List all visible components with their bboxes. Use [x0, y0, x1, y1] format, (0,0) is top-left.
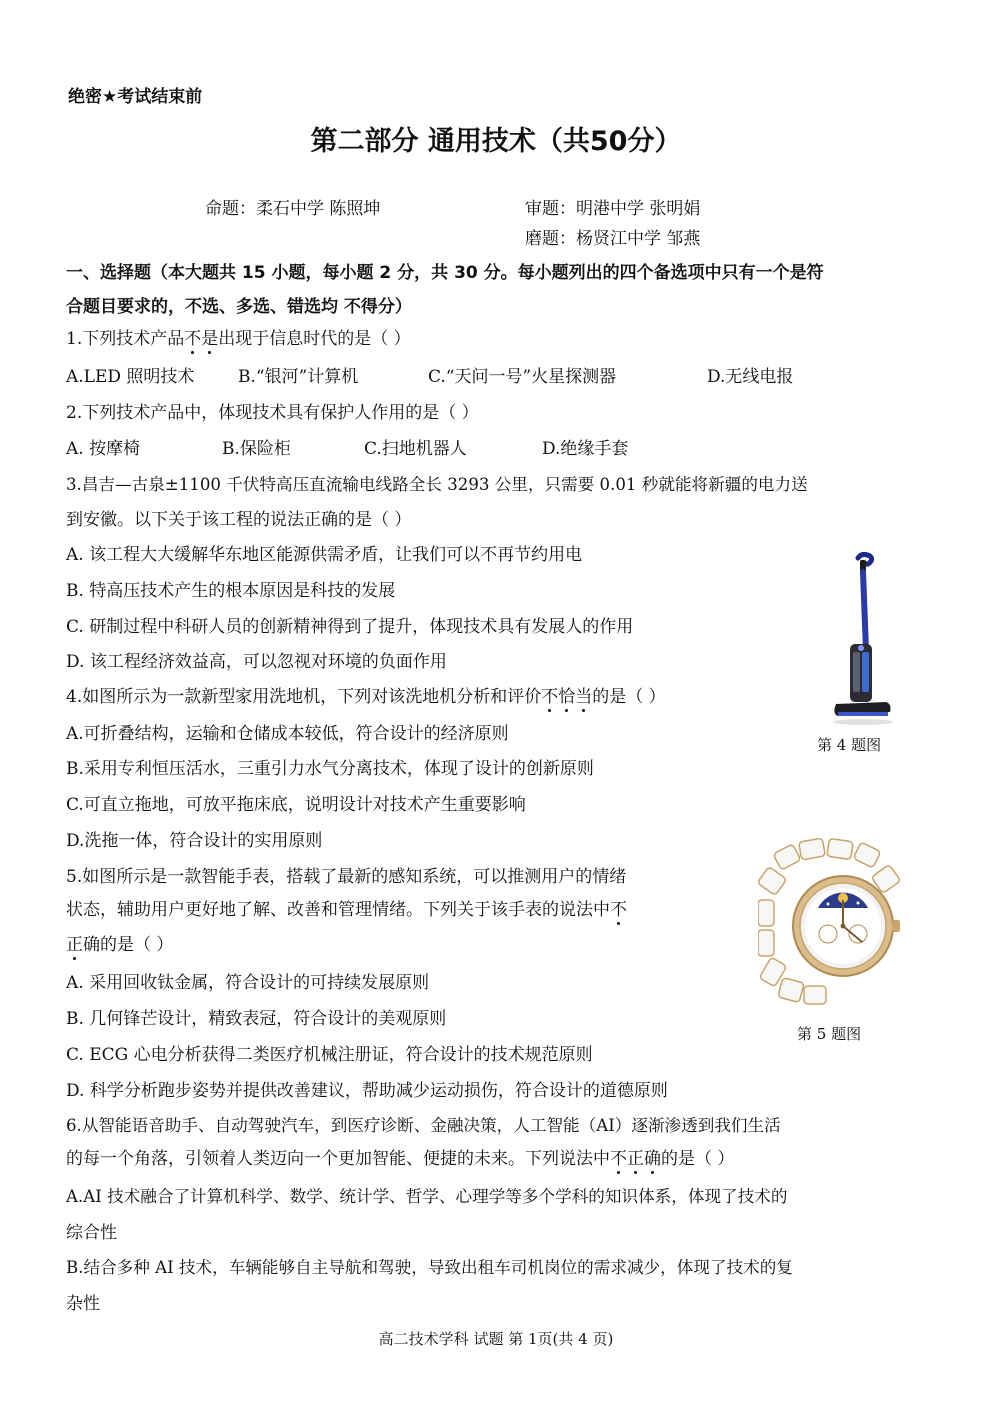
emphasis-char: 不	[184, 329, 202, 349]
polisher-credit: 磨题：杨贤江中学 邹燕	[525, 229, 701, 249]
q2-option-c: C.扫地机器人	[364, 439, 467, 459]
q3-option-c: C. 研制过程中科研人员的创新精神得到了提升，体现技术具有发展人的作用	[66, 617, 634, 637]
q3-option-a: A. 该工程大大缓解华东地区能源供需矛盾，让我们可以不再节约用电	[66, 545, 583, 565]
stem-text: 4.如图所示为一款新型家用洗地机，下列对该洗地机分析和评价	[66, 687, 542, 707]
figure-4-caption: 第 4 题图	[817, 736, 882, 754]
section-heading-line2: 合题目要求的，不选、多选、错选均 不得分）	[66, 297, 412, 317]
stem-text: 的每一个角落，引领着人类迈向一个更加智能、便捷的未来。下列说法中	[66, 1149, 610, 1169]
emphasis-char: 正	[66, 935, 83, 955]
q3-option-d: D. 该工程经济效益高，可以忽视对环境的负面作用	[66, 652, 447, 672]
q5-option-b: B. 几何锋芒设计，精致表冠，符合设计的美观原则	[66, 1009, 447, 1029]
q2-option-a: A. 按摩椅	[66, 439, 141, 459]
question-4-stem	[66, 686, 666, 708]
question-6-stem-line1: 6.从智能语音助手、自动驾驶汽车，到医疗诊断、金融决策，人工智能（AI）逐渐渗透到我们生活	[66, 1116, 781, 1135]
question-2-stem: 2.下列技术产品中，体现技术具有保护人作用的是（ ）	[66, 403, 479, 423]
question-6-stem-line2	[66, 1148, 734, 1170]
q2-option-d: D.绝缘手套	[542, 439, 629, 459]
question-1-stem	[66, 328, 411, 350]
question-5-stem-line3	[66, 934, 173, 956]
q1-option-c: C.“天问一号”火星探测器	[428, 367, 617, 387]
emphasis-char: 不	[541, 687, 559, 707]
emphasis-char: 当	[575, 687, 593, 707]
emphasis-char: 恰	[558, 687, 576, 707]
question-3-stem-line1: 3.昌吉—古泉±1100 千伏特高压直流输电线路全长 3293 公里，只需要 0.01 秒就能将新疆的电力送	[66, 475, 808, 494]
question-5-stem-line2	[66, 899, 627, 921]
q4-option-d: D.洗拖一体，符合设计的实用原则	[66, 831, 323, 851]
page-footer: 高二技术学科 试题 第 1页(共 4 页)	[378, 1330, 614, 1348]
q6-option-b-line1: B.结合多种 AI 技术，车辆能够自主导航和驾驶，导致出租车司机岗位的需求减少，体现了技术的复	[66, 1258, 793, 1277]
q4-option-b: B.采用专利恒压活水，三重引力水气分离技术，体现了设计的创新原则	[66, 759, 594, 779]
q5-option-d: D. 科学分析跑步姿势并提供改善建议，帮助减少运动损伤，符合设计的道德原则	[66, 1081, 668, 1101]
emphasis-char: 正	[627, 1149, 644, 1169]
q1-option-d: D.无线电报	[707, 367, 794, 387]
smart-watch-icon	[758, 838, 908, 1008]
stem-text: 状态，辅助用户更好地了解、改善和管理情绪。下列关于该手表的说法中	[66, 900, 610, 920]
q6-option-a-line2: 综合性	[66, 1223, 117, 1243]
stem-text: 的是（ ）	[592, 687, 666, 707]
q3-option-b: B. 特高压技术产生的根本原因是科技的发展	[66, 581, 396, 601]
page-title: 第二部分 通用技术（共50分）	[310, 126, 682, 157]
question-3-stem-line2: 到安徽。以下关于该工程的说法正确的是（ ）	[66, 510, 412, 530]
author-credit: 命题：柔石中学 陈照坤	[205, 199, 381, 219]
floor-washer-icon	[818, 552, 908, 730]
stem-text: 1.下列技术产品	[66, 329, 185, 349]
emphasis-char: 确	[644, 1149, 661, 1169]
q5-option-c: C. ECG 心电分析获得二类医疗机械注册证，符合设计的技术规范原则	[66, 1045, 593, 1065]
q6-option-b-line2: 杂性	[66, 1294, 100, 1314]
q1-option-a: A.LED 照明技术	[66, 367, 195, 387]
question-5-stem-line1: 5.如图所示是一款智能手表，搭载了最新的感知系统，可以推测用户的情绪	[66, 867, 627, 887]
q5-option-a: A. 采用回收钛金属，符合设计的可持续发展原则	[66, 973, 430, 993]
floor-washer-figure	[818, 552, 908, 730]
q4-option-c: C.可直立拖地，可放平拖床底，说明设计对技术产生重要影响	[66, 795, 526, 815]
q4-option-a: A.可折叠结构，运输和仓储成本较低，符合设计的经济原则	[66, 724, 509, 744]
emphasis-char: 不	[610, 900, 627, 920]
emphasis-char: 不	[610, 1149, 627, 1169]
emphasis-char: 是	[201, 329, 219, 349]
stem-text: 的是（ ）	[661, 1149, 735, 1169]
smart-watch-figure	[758, 838, 908, 1008]
section-heading-line1: 一、选择题（本大题共 15 小题，每小题 2 分，共 30 分。每小题列出的四个备选项中只有一个是符	[66, 263, 824, 283]
stem-text: 确的是（ ）	[83, 935, 174, 955]
q6-option-a-line1: A.AI 技术融合了计算机科学、数学、统计学、哲学、心理学等多个学科的知识体系，体现了技术的	[66, 1187, 788, 1206]
figure-5-caption: 第 5 题图	[797, 1025, 862, 1043]
reviewer-credit: 审题：明港中学 张明娟	[525, 199, 701, 219]
stem-text: 出现于信息时代的是（ ）	[218, 329, 411, 349]
q2-option-b: B.保险柜	[222, 439, 291, 459]
q1-option-b: B.“银河”计算机	[238, 367, 359, 387]
secret-label: 绝密★考试结束前	[68, 87, 203, 107]
